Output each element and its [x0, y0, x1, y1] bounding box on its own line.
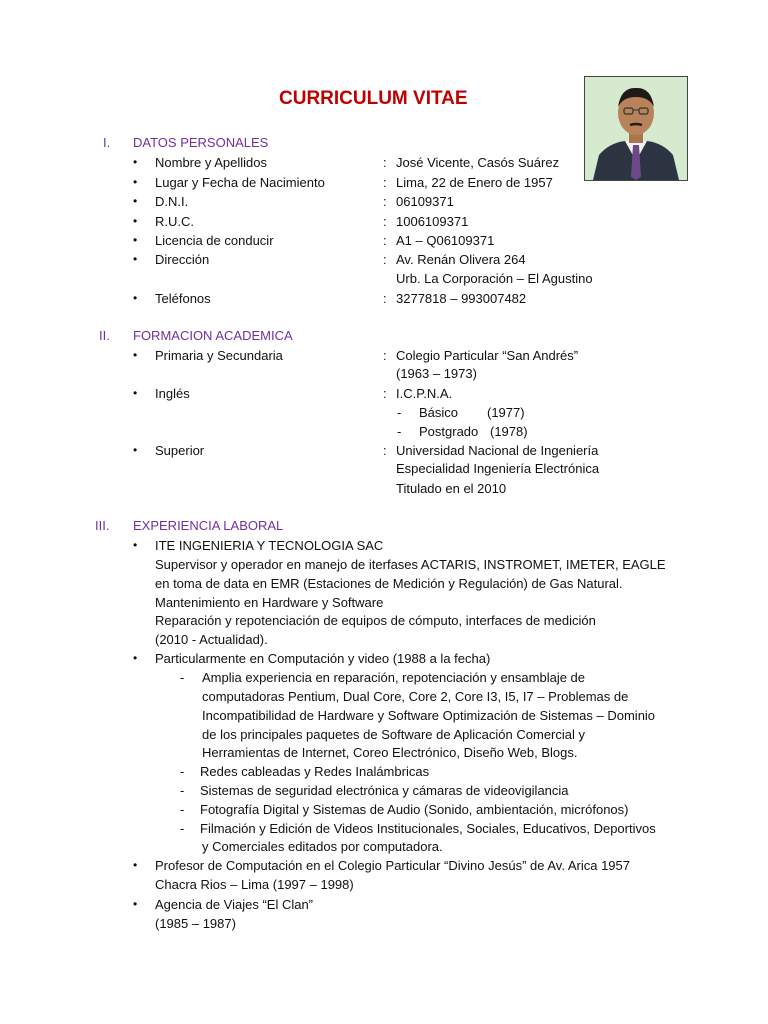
colon: :: [383, 443, 387, 458]
field-label: Licencia de conducir: [155, 233, 274, 248]
person-photo-icon: [585, 77, 687, 180]
field-value: Titulado en el 2010: [396, 481, 507, 496]
field-label: Teléfonos: [155, 291, 211, 306]
dash: -: [180, 670, 185, 685]
dash: -: [180, 783, 185, 798]
field-value: 3277818 – 993007482: [396, 291, 527, 306]
job-text: Particularmente en Computación y video (1988 a la fecha): [155, 651, 491, 666]
bullet: •: [133, 348, 138, 362]
section-title: EXPERIENCIA LABORAL: [133, 518, 284, 533]
bullet: •: [133, 897, 138, 911]
field-value: Av. Renán Olivera 264: [396, 252, 526, 267]
sub-item-text: Sistemas de seguridad electrónica y cámaras de videovigilancia: [200, 783, 569, 798]
section-numeral: I.: [103, 135, 111, 150]
sub-item-name: Postgrado: [419, 424, 479, 439]
colon: :: [383, 175, 387, 190]
job-text: Mantenimiento en Hardware y Software: [155, 595, 384, 610]
bullet: •: [133, 214, 138, 228]
field-label: Inglés: [155, 386, 190, 401]
field-label: D.N.I.: [155, 194, 189, 209]
field-value: (1963 – 1973): [396, 366, 477, 381]
bullet: •: [133, 252, 138, 266]
sub-item-text: Amplia experiencia en reparación, repotenciación y ensamblaje de: [202, 670, 586, 685]
sub-item-year: (1978): [490, 424, 528, 439]
bullet: •: [133, 651, 138, 665]
field-label: Nombre y Apellidos: [155, 155, 267, 170]
field-label: R.U.C.: [155, 214, 194, 229]
job-text: en toma de data en EMR (Estaciones de Medición y Regulación) de Gas Natural.: [155, 576, 623, 591]
profile-photo: [584, 76, 688, 181]
page-title: CURRICULUM VITAE: [279, 88, 468, 109]
sub-item-text: Fotografía Digital y Sistemas de Audio (Sonido, ambientación, micrófonos): [200, 802, 629, 817]
job-text: Supervisor y operador en manejo de iterfases ACTARIS, INSTROMET, IMETER, EAGLE: [155, 557, 666, 572]
field-value: Colegio Particular “San Andrés”: [396, 348, 579, 363]
section-title: DATOS PERSONALES: [133, 135, 269, 150]
bullet: •: [133, 155, 138, 169]
bullet: •: [133, 386, 138, 400]
sub-item-text: Filmación y Edición de Videos Institucionales, Sociales, Educativos, Deportivos: [200, 821, 656, 836]
field-value: 1006109371: [396, 214, 469, 229]
colon: :: [383, 386, 387, 401]
field-value: A1 – Q06109371: [396, 233, 495, 248]
section-title: FORMACION ACADEMICA: [133, 328, 293, 343]
job-text: Profesor de Computación en el Colegio Particular “Divino Jesús” de Av. Arica 1957: [155, 858, 630, 873]
dash: -: [397, 424, 402, 439]
job-text: Reparación y repotenciación de equipos de cómputo, interfaces de medición: [155, 613, 596, 628]
sub-item-text: Incompatibilidad de Hardware y Software Optimización de Sistemas – Dominio: [202, 708, 656, 723]
colon: :: [383, 348, 387, 363]
field-value: Urb. La Corporación – El Agustino: [396, 271, 593, 286]
bullet: •: [133, 194, 138, 208]
job-text: (2010 - Actualidad).: [155, 632, 268, 647]
colon: :: [383, 252, 387, 267]
colon: :: [383, 291, 387, 306]
field-value: I.C.P.N.A.: [396, 386, 453, 401]
field-label: Dirección: [155, 252, 210, 267]
dash: -: [180, 802, 185, 817]
colon: :: [383, 155, 387, 170]
dash: -: [180, 764, 185, 779]
job-text: Chacra Rios – Lima (1997 – 1998): [155, 877, 354, 892]
bullet: •: [133, 538, 138, 552]
field-value: Especialidad Ingeniería Electrónica: [396, 461, 600, 476]
sub-item-text: y Comerciales editados por computadora.: [202, 839, 443, 854]
section-numeral: II.: [99, 328, 110, 343]
field-label: Lugar y Fecha de Nacimiento: [155, 175, 325, 190]
sub-item-text: Redes cableadas y Redes Inalámbricas: [200, 764, 430, 779]
dash: -: [180, 821, 185, 836]
field-value: Lima, 22 de Enero de 1957: [396, 175, 553, 190]
job-text: ITE INGENIERIA Y TECNOLOGIA SAC: [155, 538, 384, 553]
job-text: Agencia de Viajes “El Clan”: [155, 897, 314, 912]
field-label: Primaria y Secundaria: [155, 348, 283, 363]
bullet: •: [133, 858, 138, 872]
bullet: •: [133, 175, 138, 189]
field-value: Universidad Nacional de Ingeniería: [396, 443, 599, 458]
job-text: (1985 – 1987): [155, 916, 236, 931]
sub-item-text: computadoras Pentium, Dual Core, Core 2, Core I3, I5, I7 – Problemas de: [202, 689, 629, 704]
bullet: •: [133, 233, 138, 247]
field-value: 06109371: [396, 194, 454, 209]
colon: :: [383, 194, 387, 209]
field-value: José Vicente, Casós Suárez: [396, 155, 560, 170]
sub-item-text: Herramientas de Internet, Coreo Electrónico, Diseño Web, Blogs.: [202, 745, 578, 760]
sub-item-text: de los principales paquetes de Software de Aplicación Comercial y: [202, 727, 585, 742]
colon: :: [383, 214, 387, 229]
bullet: •: [133, 443, 138, 457]
dash: -: [397, 405, 402, 420]
field-label: Superior: [155, 443, 205, 458]
sub-item-year: (1977): [487, 405, 525, 420]
sub-item-name: Básico: [419, 405, 459, 420]
colon: :: [383, 233, 387, 248]
section-numeral: III.: [95, 518, 110, 533]
bullet: •: [133, 291, 138, 305]
